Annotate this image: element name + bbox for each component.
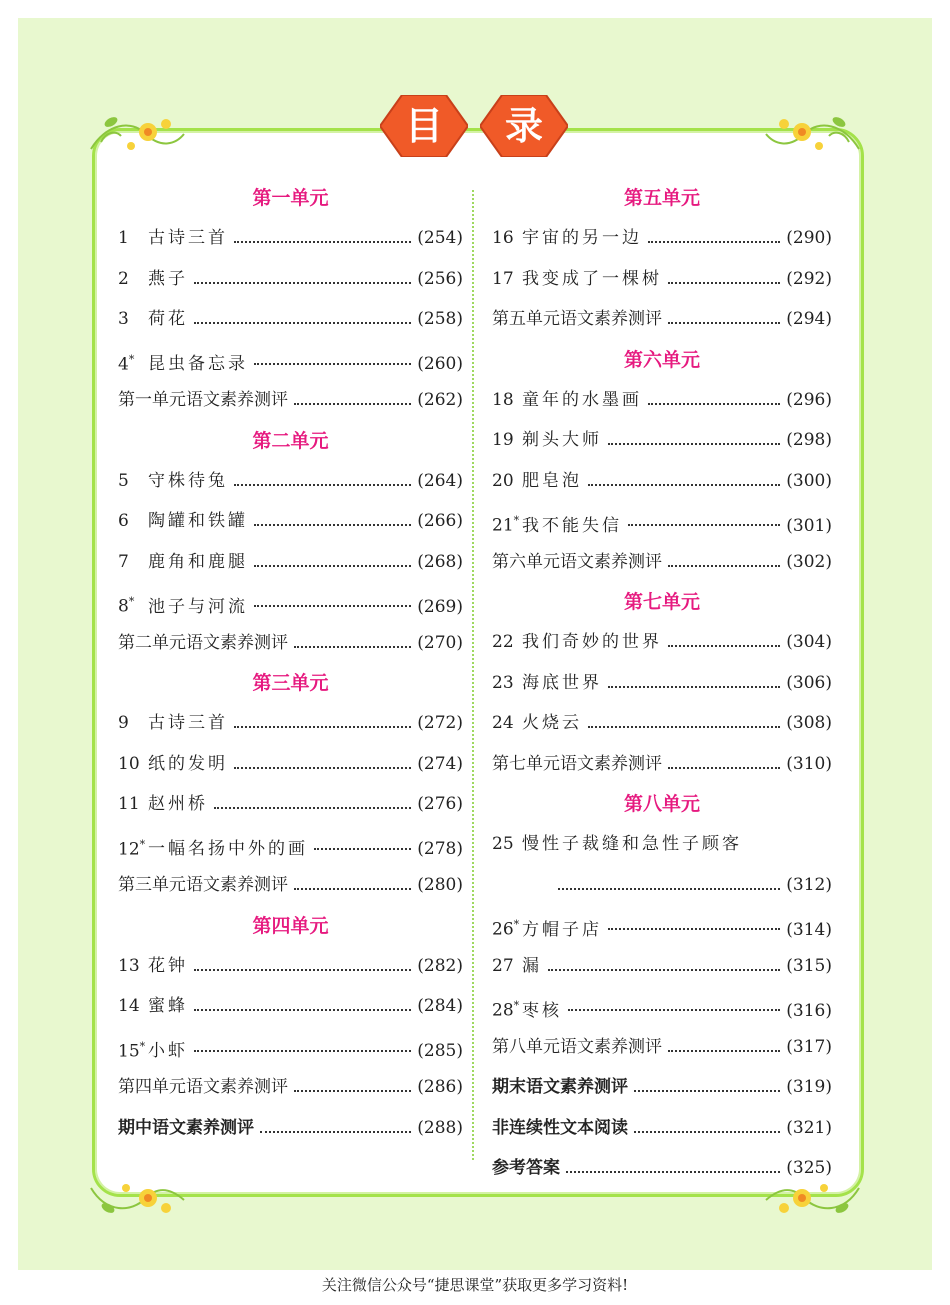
entry-title: 第五单元语文素养测评 <box>492 309 662 329</box>
entry-number: 7 <box>118 551 129 572</box>
toc-entry[interactable] <box>492 946 832 987</box>
entry-title: 第七单元语文素养测评 <box>492 753 662 774</box>
page-number: (272) <box>417 713 463 733</box>
toc-entry[interactable] <box>492 542 832 583</box>
unit-heading: 第一单元 <box>252 187 329 209</box>
page-number: (298) <box>786 430 832 450</box>
toc-entry[interactable] <box>492 1067 832 1108</box>
unit-heading: 第二单元 <box>252 429 329 452</box>
optional-star: * <box>513 514 520 527</box>
page-number: (317) <box>786 1036 832 1057</box>
page-number: (304) <box>786 632 832 652</box>
entry-title: 鹿角和鹿腿 <box>148 551 248 572</box>
page-number: (314) <box>786 919 832 940</box>
page-number: (260) <box>417 354 463 375</box>
unit-heading: 第六单元 <box>623 348 700 371</box>
unit-heading: 第七单元 <box>623 591 700 613</box>
page-number: (308) <box>786 713 832 733</box>
leader-dots <box>634 1131 780 1133</box>
entry-title: 非连续性文本阅读 <box>492 1117 628 1138</box>
page-number: (315) <box>786 955 832 976</box>
entry-title: 漏 <box>522 955 542 976</box>
page-number: (284) <box>417 996 463 1016</box>
page-number: (312) <box>786 874 832 895</box>
entry-title: 枣核 <box>522 1000 562 1021</box>
leader-dots <box>294 888 411 890</box>
leader-dots <box>294 1090 411 1092</box>
entry-title: 小虾 <box>148 1041 188 1062</box>
leader-dots <box>254 605 411 607</box>
toc-entry[interactable] <box>118 1067 463 1108</box>
page-number: (300) <box>786 470 832 491</box>
page-number: (302) <box>786 551 832 572</box>
entry-number: 27 <box>492 955 514 976</box>
toc-entry[interactable] <box>492 461 832 502</box>
toc-entry[interactable] <box>492 218 832 259</box>
page-number: (319) <box>786 1077 832 1097</box>
toc-entry[interactable] <box>492 380 832 421</box>
entry-title: 陶罐和铁罐 <box>148 511 248 531</box>
optional-star: * <box>513 918 520 931</box>
toc-entry[interactable] <box>118 784 463 825</box>
page-number: (288) <box>417 1117 463 1138</box>
entry-number: 15* <box>118 1039 146 1062</box>
leader-dots <box>254 363 411 365</box>
entry-number: 26* <box>492 918 520 940</box>
leader-dots <box>234 767 411 769</box>
entry-number: 21* <box>492 514 520 536</box>
leader-dots <box>260 1131 411 1133</box>
leader-dots <box>634 1090 780 1092</box>
leader-dots <box>608 686 780 688</box>
entry-number: 8* <box>118 595 135 617</box>
toc-entry[interactable] <box>492 905 832 946</box>
page-number: (266) <box>417 511 463 531</box>
page-number: (268) <box>417 551 463 572</box>
leader-dots <box>314 848 411 850</box>
toc-entry[interactable] <box>118 501 463 542</box>
entry-number: 24 <box>492 713 514 733</box>
entry-title: 海底世界 <box>522 672 602 693</box>
page-number: (316) <box>786 1000 832 1021</box>
page-number: (254) <box>417 228 463 248</box>
toc-entry[interactable] <box>492 865 832 906</box>
entry-title: 纸的发明 <box>148 753 228 774</box>
toc-entry[interactable] <box>492 299 832 340</box>
unit-heading: 第五单元 <box>623 187 700 209</box>
toc-entry[interactable] <box>118 986 463 1027</box>
entry-number: 4* <box>118 352 135 375</box>
page-number: (301) <box>786 515 832 536</box>
toc-entry[interactable] <box>118 703 463 744</box>
toc-entry[interactable] <box>492 986 832 1027</box>
entry-number: 28* <box>492 999 520 1021</box>
toc-entry[interactable] <box>118 299 463 340</box>
entry-title: 火烧云 <box>522 713 582 733</box>
page-number: (310) <box>786 753 832 774</box>
toc-entry[interactable] <box>118 1027 463 1068</box>
page-number: (321) <box>786 1117 832 1138</box>
entry-title: 我不能失信 <box>522 515 622 536</box>
entry-number: 2 <box>118 268 129 289</box>
leader-dots <box>194 1050 411 1052</box>
column-divider <box>472 190 474 1160</box>
leader-dots <box>648 403 780 405</box>
leader-dots <box>628 524 780 526</box>
entry-title: 第四单元语文素养测评 <box>118 1077 288 1097</box>
page-number: (325) <box>786 1158 832 1178</box>
page-number: (282) <box>417 955 463 976</box>
optional-star: * <box>128 595 135 608</box>
entry-title: 古诗三首 <box>148 228 228 248</box>
page-number: (278) <box>417 839 463 860</box>
page-number: (286) <box>417 1077 463 1097</box>
entry-number: 6 <box>118 511 129 531</box>
leader-dots <box>194 1009 411 1011</box>
toc-entry[interactable] <box>118 461 463 502</box>
entry-number: 1 <box>118 228 129 248</box>
unit-heading: 第三单元 <box>252 672 329 694</box>
entry-title: 一幅名扬中外的画 <box>148 839 308 860</box>
entry-title: 古诗三首 <box>148 713 228 733</box>
leader-dots <box>194 282 411 284</box>
page-number: (296) <box>786 389 832 410</box>
leader-dots <box>214 807 411 809</box>
entry-number: 14 <box>118 996 140 1016</box>
leader-dots <box>294 646 411 648</box>
page-number: (264) <box>417 470 463 491</box>
entry-title: 童年的水墨画 <box>522 389 642 410</box>
right-column <box>492 178 832 1189</box>
unit-heading: 第八单元 <box>623 793 700 815</box>
toc-entry[interactable] <box>492 824 832 865</box>
entry-title: 期末语文素养测评 <box>492 1077 628 1097</box>
entry-title: 蜜蜂 <box>148 996 188 1016</box>
entry-title: 第八单元语文素养测评 <box>492 1036 662 1057</box>
toc-entry[interactable] <box>492 1027 832 1068</box>
toc-entry[interactable] <box>118 218 463 259</box>
toc-entry[interactable] <box>492 663 832 704</box>
entry-number: 23 <box>492 672 514 693</box>
leader-dots <box>234 241 411 243</box>
page-number: (258) <box>417 309 463 329</box>
toc-entry[interactable] <box>118 340 463 381</box>
entry-number: 25 <box>492 834 514 854</box>
toc-entry[interactable] <box>118 380 463 421</box>
page-number: (280) <box>417 875 463 895</box>
leader-dots <box>568 1009 780 1011</box>
leader-dots <box>254 565 411 567</box>
entry-title: 燕子 <box>148 268 188 289</box>
entry-number: 16 <box>492 228 514 248</box>
entry-title: 昆虫备忘录 <box>148 354 248 375</box>
entry-number: 13 <box>118 955 140 976</box>
leader-dots <box>668 282 780 284</box>
leader-dots <box>608 443 780 445</box>
entry-title: 宇宙的另一边 <box>522 228 642 248</box>
leader-dots <box>234 484 411 486</box>
entry-number: 17 <box>492 268 514 289</box>
page-number: (262) <box>417 390 463 410</box>
entry-number: 3 <box>118 309 129 329</box>
entry-title: 花钟 <box>148 955 188 976</box>
toc-entry[interactable] <box>492 501 832 542</box>
page-number: (306) <box>786 672 832 693</box>
toc-entry[interactable] <box>118 744 463 785</box>
leader-dots <box>234 726 411 728</box>
optional-star: * <box>128 352 135 366</box>
toc-entry[interactable] <box>492 744 832 785</box>
page-number: (256) <box>417 268 463 289</box>
leader-dots <box>668 767 780 769</box>
flower-ornament-icon <box>86 104 186 164</box>
leader-dots <box>558 888 780 890</box>
optional-star: * <box>139 1039 146 1053</box>
page-number: (274) <box>417 753 463 774</box>
leader-dots <box>668 1050 780 1052</box>
entry-title: 第一单元语文素养测评 <box>118 390 288 410</box>
toc-entry[interactable] <box>492 1148 832 1189</box>
entry-number: 5 <box>118 470 129 491</box>
toc-entry[interactable] <box>492 703 832 744</box>
entry-number: 18 <box>492 389 514 410</box>
flower-ornament-icon <box>764 104 864 164</box>
entry-title: 第二单元语文素养测评 <box>118 632 288 653</box>
toc-entry[interactable] <box>118 623 463 664</box>
entry-number: 12* <box>118 837 146 860</box>
entry-number: 19 <box>492 430 514 450</box>
page-number: (285) <box>417 1041 463 1062</box>
page-number: (270) <box>417 632 463 653</box>
entry-number: 10 <box>118 753 140 774</box>
flower-ornament-icon <box>86 1168 186 1228</box>
leader-dots <box>668 565 780 567</box>
page-title <box>380 95 570 157</box>
toc-entry[interactable] <box>118 542 463 583</box>
entry-title: 池子与河流 <box>148 596 248 617</box>
entry-number: 22 <box>492 632 514 652</box>
entry-number: 20 <box>492 470 514 491</box>
optional-star: * <box>513 999 520 1012</box>
leader-dots <box>294 403 411 405</box>
toc-entry[interactable] <box>118 825 463 866</box>
toc-entry[interactable] <box>118 1108 463 1149</box>
entry-number: 9 <box>118 713 129 733</box>
leader-dots <box>668 322 780 324</box>
entry-title: 我变成了一棵树 <box>522 268 662 289</box>
entry-title: 赵州桥 <box>148 794 208 814</box>
leader-dots <box>588 484 780 486</box>
page-number: (269) <box>417 596 463 617</box>
leader-dots <box>548 969 780 971</box>
page-number: (292) <box>786 268 832 289</box>
leader-dots <box>194 322 411 324</box>
leader-dots <box>668 645 780 647</box>
title-char-1: 目 <box>404 104 443 148</box>
leader-dots <box>608 928 780 930</box>
toc-entry[interactable] <box>492 622 832 663</box>
toc-entry[interactable] <box>118 946 463 987</box>
page-number: (294) <box>786 309 832 329</box>
entry-title: 荷花 <box>148 309 188 329</box>
left-column <box>118 178 463 1148</box>
footer-note: 关注微信公众号“捷思课堂”获取更多学习资料! <box>0 1270 950 1300</box>
entry-title: 参考答案 <box>492 1158 560 1178</box>
title-char-2: 录 <box>504 104 543 148</box>
entry-number: 11 <box>118 794 140 814</box>
toc-entry[interactable] <box>492 420 832 461</box>
unit-heading: 第四单元 <box>252 914 329 937</box>
toc-entry[interactable] <box>118 259 463 300</box>
entry-title: 剃头大师 <box>522 430 602 450</box>
toc-entry[interactable] <box>118 582 463 623</box>
entry-title: 守株待兔 <box>148 470 228 491</box>
toc-entry[interactable] <box>492 1108 832 1149</box>
entry-title: 期中语文素养测评 <box>118 1117 254 1138</box>
leader-dots <box>194 969 411 971</box>
entry-title: 肥皂泡 <box>522 470 582 491</box>
page-number: (276) <box>417 794 463 814</box>
leader-dots <box>254 524 411 526</box>
leader-dots <box>566 1171 780 1173</box>
page-number: (290) <box>786 228 832 248</box>
leader-dots <box>648 241 780 243</box>
toc-entry[interactable] <box>492 259 832 300</box>
optional-star: * <box>139 837 146 851</box>
toc-entry[interactable] <box>118 865 463 906</box>
entry-title: 我们奇妙的世界 <box>522 632 662 652</box>
leader-dots <box>588 726 780 728</box>
entry-title: 第三单元语文素养测评 <box>118 875 288 895</box>
entry-title: 慢性子裁缝和急性子顾客 <box>522 834 742 854</box>
entry-title: 第六单元语文素养测评 <box>492 551 662 572</box>
entry-title: 方帽子店 <box>522 919 602 940</box>
